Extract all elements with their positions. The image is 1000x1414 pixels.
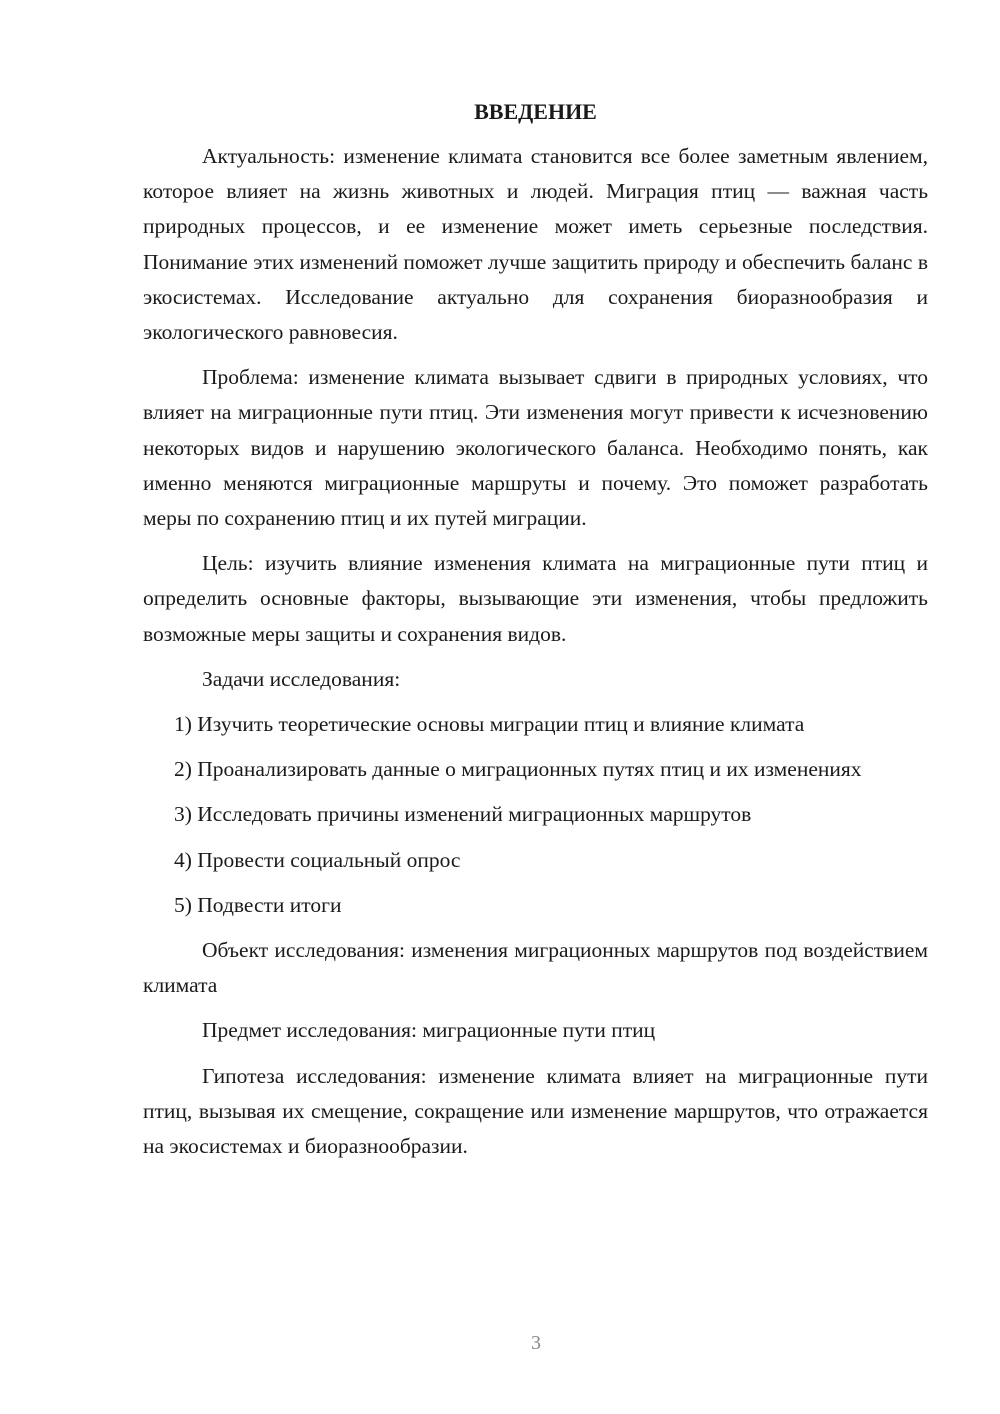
task-item-5: 5) Подвести итоги: [174, 892, 342, 917]
goal-paragraph: Цель: изучить влияние изменения климата на миграционные пути птиц и определить основные факторы, вызывающие эти изменения, чтобы предложить возможные меры защиты и сохранения видов.: [143, 551, 928, 646]
section-title: ВВЕДЕНИЕ: [474, 99, 597, 124]
hypothesis-paragraph: Гипотеза исследования: изменение климата влияет на миграционные пути птиц, вызывая их смещение, сокращение или изменение маршрутов, что отражается на экосистемах и биоразнообразии.: [143, 1063, 928, 1159]
document-page: [143, 94, 928, 1164]
relevance-paragraph: Актуальность: изменение климата становится все более заметным явлением, которое влияет на жизнь животных и людей. Миграция птиц — важная часть природных процессов, и ее изменение может иметь серьезные последствия. Понимание этих изменений поможет лучше защитить природу и обеспечить баланс в экосистемах. Исследование актуально для сохранения биоразнообразия и экологического равновесия.: [143, 144, 928, 345]
subject-paragraph: Предмет исследования: миграционные пути птиц: [202, 1018, 656, 1043]
task-item-2: 2) Проанализировать данные о миграционных путях птиц и их изменениях: [174, 757, 862, 782]
task-item-1: 1) Изучить теоретические основы миграции птиц и влияние климата: [174, 712, 805, 737]
object-paragraph: Объект исследования: изменения миграционных маршрутов под воздействием климата: [143, 938, 928, 998]
page-number: 3: [531, 1332, 541, 1354]
tasks-heading: Задачи исследования:: [202, 666, 401, 691]
task-item-3: 3) Исследовать причины изменений миграционных маршрутов: [174, 802, 752, 827]
problem-paragraph: Проблема: изменение климата вызывает сдвиги в природных условиях, что влияет на миграционные пути птиц. Эти изменения могут привести к исчезновению некоторых видов и нарушению экологического баланса. Необходимо понять, как именно меняются миграционные маршруты и почему. Это поможет разработать меры по сохранению птиц и их путей миграции.: [143, 365, 928, 531]
task-item-4: 4) Провести социальный опрос: [174, 847, 461, 872]
